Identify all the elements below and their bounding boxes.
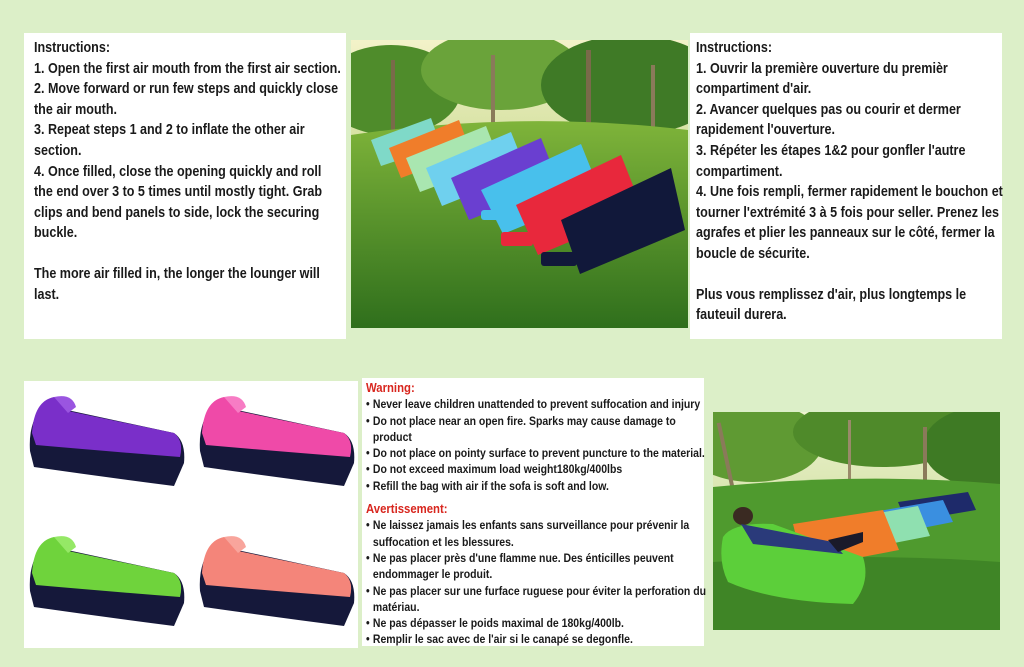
instructions-en-title: Instructions: xyxy=(34,40,111,56)
instructions-fr-text xyxy=(696,38,1004,326)
instructions-fr-panel xyxy=(690,33,1002,339)
warning-fr-item: • Ne pas dépasser le poids maximal de 180kg/400lb. xyxy=(366,615,708,631)
product-salmon xyxy=(200,536,355,626)
product-green xyxy=(30,536,185,626)
instructions-fr-note: Plus vous remplissez d'air, plus longtemps le fauteuil durera. xyxy=(696,286,967,324)
instructions-en-step: 2. Move forward or run few steps and quickly close the air mouth. xyxy=(34,81,339,118)
instructions-en-step: 1. Open the first air mouth from the first air section. xyxy=(34,60,341,77)
instructions-fr-step: 1. Ouvrir la première ouverture du premièr compartiment d'air. xyxy=(696,60,948,98)
warning-en-title: Warning: xyxy=(366,380,415,395)
warning-fr-item: • Ne pas placer près d'une flamme nue. Des énticilles peuvent endommager le produit. xyxy=(366,550,708,583)
warning-fr-title: Avertissement: xyxy=(366,501,448,517)
instructions-en-note: The more air filled in, the longer the lounger will last. xyxy=(34,265,320,303)
warning-en-item: • Do not place on pointy surface to prevent puncture to the material. xyxy=(366,445,708,461)
instructions-en-text xyxy=(34,38,344,305)
loungers-on-grass-photo xyxy=(351,40,688,328)
warning-fr-list xyxy=(366,517,708,647)
instructions-fr-step: 3. Répéter les étapes 1&2 pour gonfler l'autre compartiment. xyxy=(696,142,966,180)
people-lounging-photo xyxy=(713,412,1000,630)
instructions-en-step: 4. Once filled, close the opening quickly and roll the end over 3 to 5 times until mostly tight. Grab clips and bend panels to side, lock the securing buckle. xyxy=(34,163,323,242)
instructions-fr-step: 4. Une fois rempli, fermer rapidement le bouchon et tourner l'extrémité 3 à 5 fois pour seller. Prenez les agrafes et plier les panneaux sur le côté, fermer la boucle de sécurite. xyxy=(696,184,1003,262)
warning-text xyxy=(366,380,708,655)
warning-en-item: • Refill the bag with air if the sofa is soft and low. xyxy=(366,478,708,494)
instructions-en-step: 3. Repeat steps 1 and 2 to inflate the other air section. xyxy=(34,122,305,159)
product-colors-panel xyxy=(24,381,358,648)
instructions-fr-title: Instructions: xyxy=(696,40,773,56)
warning-fr-item: • Ne pas placer sur une furface ruguese pour éviter la perforation du matériau. xyxy=(366,583,708,616)
warning-en-item: • Never leave children unattended to prevent suffocation and injury xyxy=(366,396,708,412)
warning-panel xyxy=(362,378,707,647)
warning-en-item: • Do not place near an open fire. Sparks may cause damage to product xyxy=(366,413,708,446)
warning-en-item: • Do not exceed maximum load weight180kg/400lbs xyxy=(366,461,708,477)
warning-en-list xyxy=(366,396,708,494)
warning-fr-item: • Remplir le sac avec de l'air si le canapé se degonfle. xyxy=(366,631,708,647)
product-colors-image xyxy=(24,381,358,648)
product-purple xyxy=(30,396,185,486)
instructions-fr-step: 2. Avancer quelques pas ou courir et dermer rapidement l'ouverture. xyxy=(696,101,961,139)
warning-fr-item: • Ne laissez jamais les enfants sans surveillance pour prévenir la suffocation et les blessures. xyxy=(366,517,708,550)
instructions-en-panel xyxy=(24,33,346,339)
product-pink xyxy=(200,396,355,486)
